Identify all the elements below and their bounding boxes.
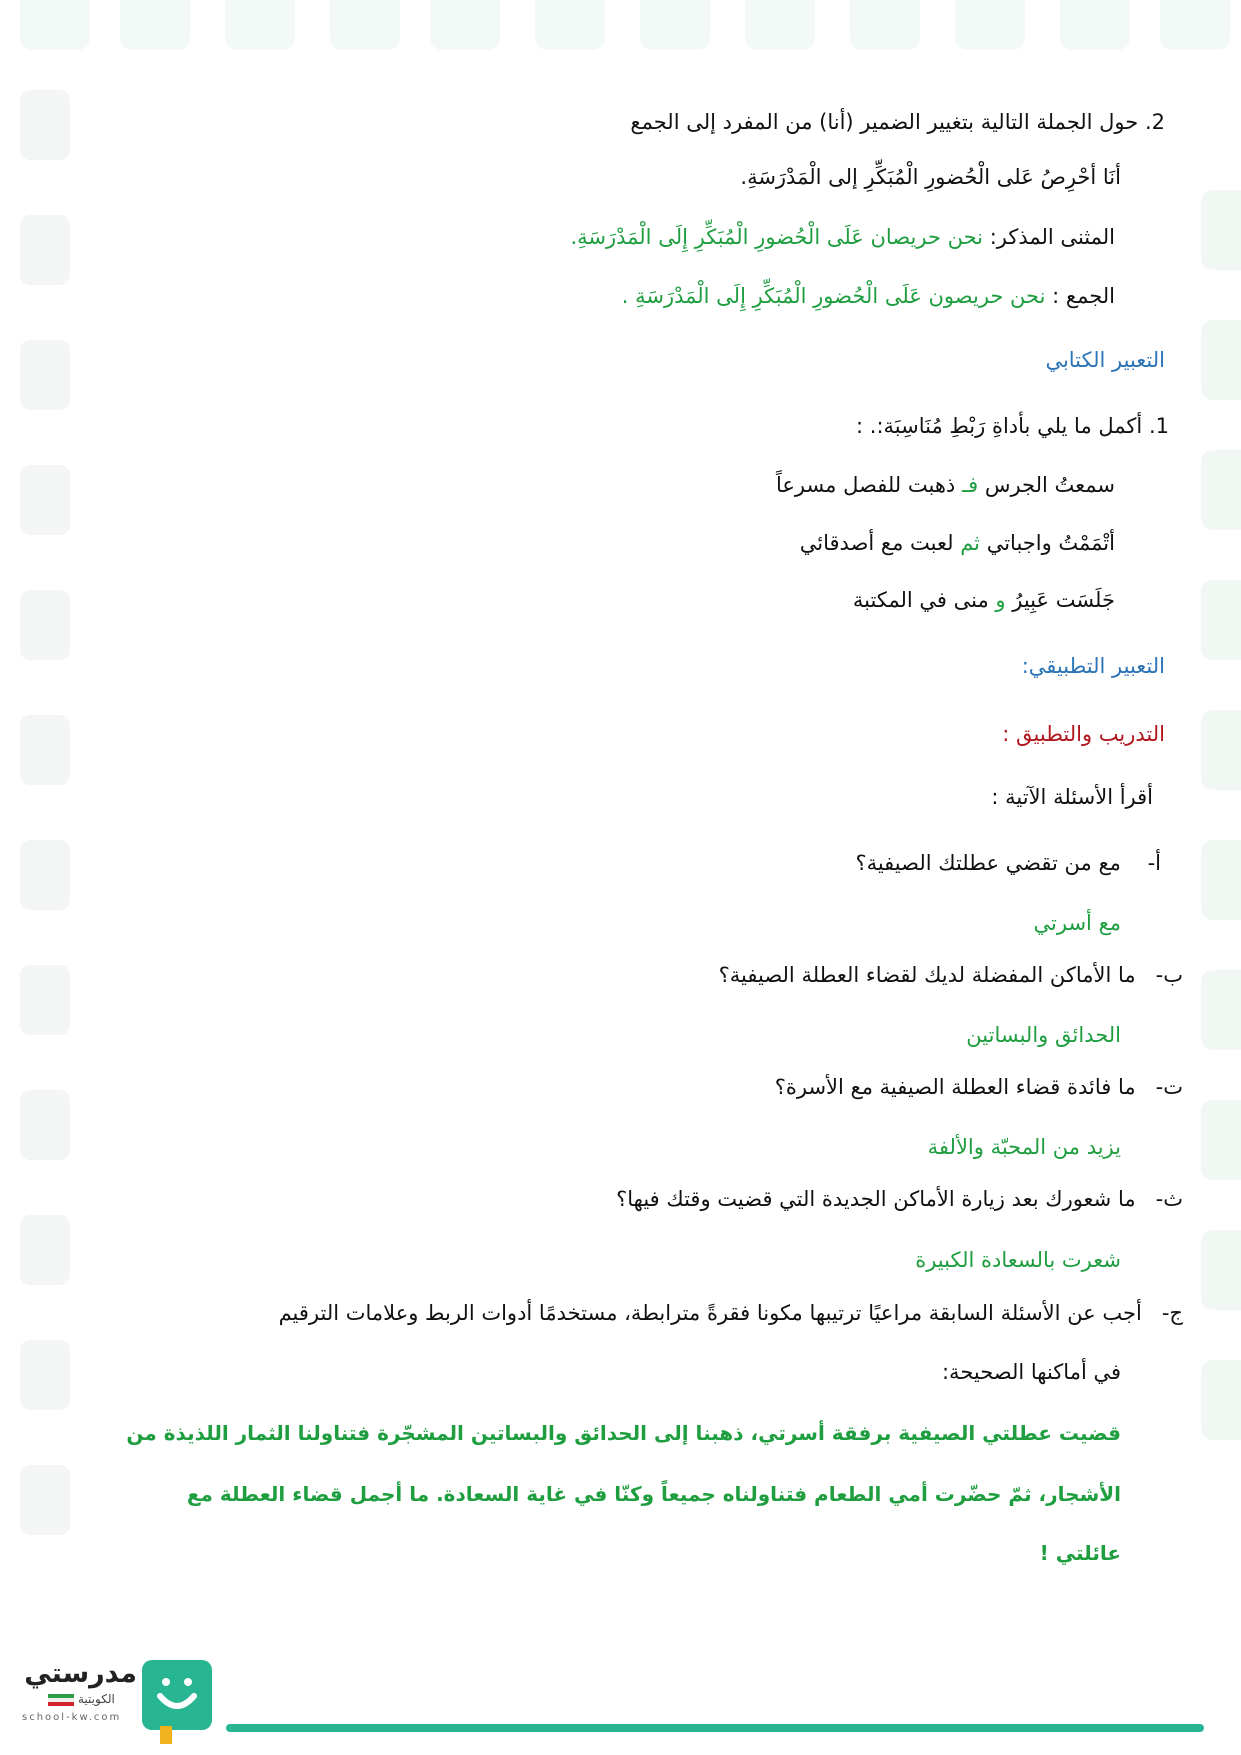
applied-heading: التعبير التطبيقي: — [1021, 654, 1165, 678]
sentence-text: أتْمَمْتُ واجباتي — [980, 531, 1115, 555]
answer-paragraph-line1: قضيت عطلتي الصيفية برفقة أسرتي، ذهبنا إلى الحدائق والبساتين المشجّرة فتناولنا الثمار اللذيذة من — [126, 1421, 1121, 1445]
q2-dual-answer: نحن حريصان عَلَى الْحُضورِ الْمُبَكِّرِ إِلَى الْمَدْرَسَةِ. — [570, 225, 984, 249]
sentence-text: منى في المكتبة — [852, 588, 996, 612]
question-b — [719, 960, 1183, 990]
q2-plural — [622, 281, 1115, 311]
brand-name: مدرستي — [24, 1658, 137, 1689]
link-word: فـ — [961, 473, 979, 497]
sentence-text: جَلَسَت عَبِيرُ — [1005, 588, 1115, 612]
kuwait-flag-icon — [48, 1694, 74, 1706]
question-text: أجب عن الأسئلة السابقة مراعيًا ترتيبها مكونا فقرةً مترابطة، مستخدمًا أدوات الربط وعلامات الترقيم — [278, 1301, 1142, 1325]
answer-paragraph-line2: الأشجار، ثمّ حضّرت أمي الطعام فتناولناه جميعاً وكنّا في غاية السعادة. ما أجمل قضاء العطلة مع — [186, 1482, 1121, 1506]
bookmark-icon — [160, 1726, 172, 1744]
brand-sub: الكويتية — [78, 1692, 115, 1706]
footer-bar — [226, 1724, 1204, 1732]
answer-a: مع أسرتي — [1033, 911, 1121, 935]
question-a — [855, 848, 1161, 878]
question-text: ما شعورك بعد زيارة الأماكن الجديدة التي قضيت وقتك فيها؟ — [616, 1187, 1136, 1211]
watermark-left — [20, 90, 90, 1590]
question-j-line2: في أماكنها الصحيحة: — [941, 1360, 1121, 1384]
answer-t: يزيد من المحبّة والألفة — [927, 1135, 1121, 1159]
question-t — [775, 1072, 1183, 1102]
answer-b: الحدائق والبساتين — [966, 1023, 1121, 1047]
written-sentence-1 — [776, 470, 1115, 500]
watermark-right — [1181, 90, 1241, 1590]
question-text: ما فائدة قضاء العطلة الصيفية مع الأسرة؟ — [774, 1075, 1136, 1099]
written-q1-number: 1. — [1148, 414, 1169, 438]
q2-sentence: أنَا أحْرِصُ عَلى الْحُضورِ الْمُبَكِّرِ إلى الْمَدْرَسَةِ. — [740, 165, 1121, 189]
question-letter: ب- — [1155, 963, 1183, 987]
q2-prompt-text: حول الجملة التالية بتغيير الضمير (أنا) من المفرد إلى الجمع — [630, 110, 1139, 134]
brand-url: school-kw.com — [22, 1712, 122, 1723]
written-heading: التعبير الكتابي — [1045, 348, 1165, 372]
question-letter: ج- — [1161, 1301, 1183, 1325]
watermark-top — [0, 0, 1241, 60]
link-word: ثم — [960, 531, 981, 555]
written-sentence-2 — [800, 528, 1115, 558]
q2-dual-label: المثنى المذكر: — [989, 225, 1115, 249]
question-letter: ت- — [1155, 1075, 1183, 1099]
sentence-text: لعبت مع أصدقائي — [799, 531, 961, 555]
q2-plural-answer: نحن حريصون عَلَى الْحُضورِ الْمُبَكِّرِ إِلَى الْمَدْرَسَةِ . — [621, 284, 1046, 308]
q2-dual — [570, 222, 1115, 252]
link-word: و — [995, 588, 1006, 612]
written-sentence-3 — [853, 585, 1115, 615]
written-q1-prompt: أكمل ما يلي بأداةِ رَبْطِ مُنَاسِبَة:. : — [856, 414, 1143, 438]
answer-paragraph-line3: عائلتي ! — [1039, 1541, 1121, 1565]
q2-prompt — [630, 107, 1165, 137]
practice-heading: التدريب والتطبيق : — [1002, 722, 1165, 746]
question-th — [616, 1184, 1183, 1214]
read-prompt: أقرأ الأسئلة الآتية : — [991, 785, 1153, 809]
sentence-text: ذهبت للفصل مسرعاً — [775, 473, 962, 497]
question-text: ما الأماكن المفضلة لديك لقضاء العطلة الصيفية؟ — [718, 963, 1136, 987]
smile-book-icon — [142, 1660, 212, 1730]
q2-plural-label: الجمع : — [1052, 284, 1115, 308]
written-q1 — [856, 411, 1169, 441]
question-j — [279, 1298, 1183, 1328]
answer-th: شعرت بالسعادة الكبيرة — [915, 1248, 1121, 1272]
question-letter: أ- — [1147, 851, 1161, 875]
question-text: مع من تقضي عطلتك الصيفية؟ — [855, 851, 1121, 875]
question-letter: ث- — [1155, 1187, 1183, 1211]
q2-number: 2. — [1144, 110, 1165, 134]
sentence-text: سمعتُ الجرس — [978, 473, 1115, 497]
